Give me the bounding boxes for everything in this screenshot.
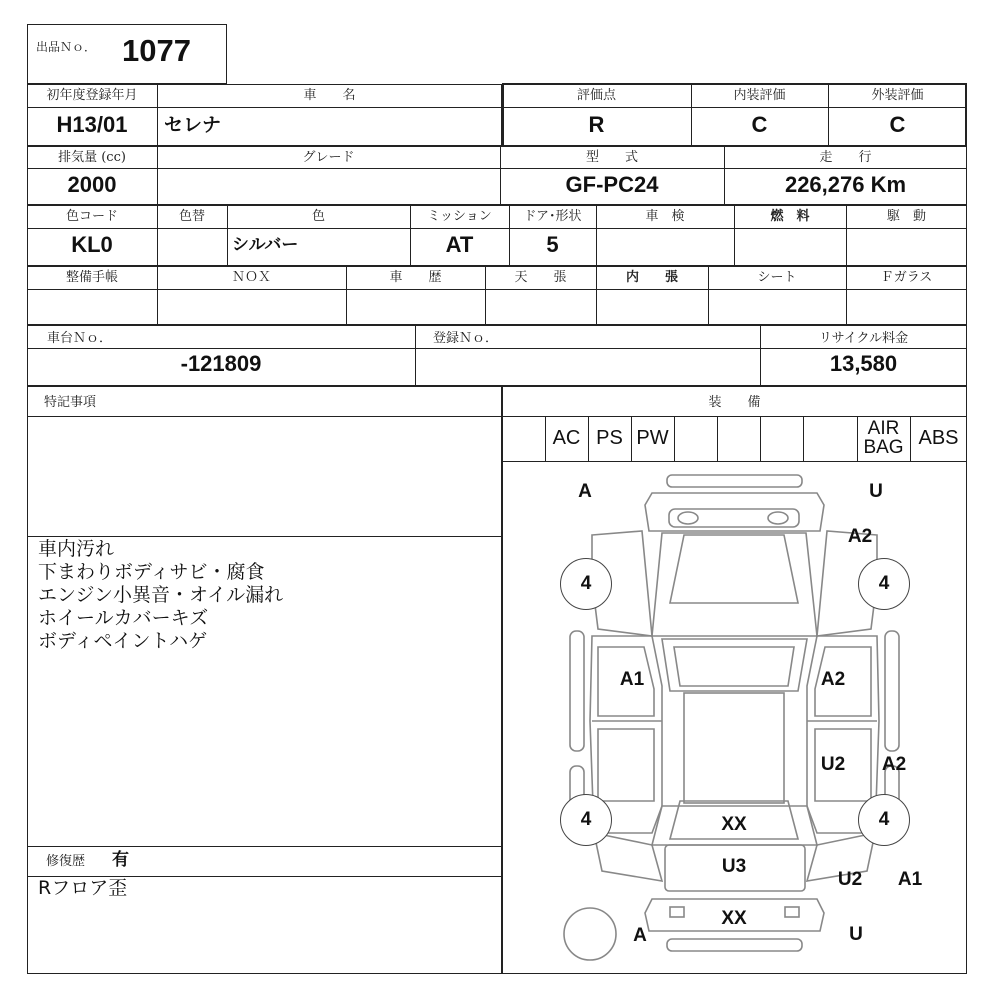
recycle-fee-value: 13,580 — [829, 351, 898, 376]
mark-front-left: A — [578, 481, 592, 502]
mark-roof-rear: XX — [721, 814, 747, 835]
color-code-label: 色コード — [65, 209, 118, 224]
repair-detail: Rフロア歪 — [38, 877, 128, 899]
remark-line: ボディペイントハゲ — [38, 630, 208, 652]
mark-rear-bumper: XX — [721, 908, 747, 929]
remarks-label: 特記事項 — [44, 395, 97, 410]
maintenance-label: 整備手帳 — [65, 270, 118, 285]
mileage-value: 226,276 Km — [784, 172, 907, 197]
score-value: R — [588, 112, 605, 137]
door-label: ドア･形状 — [523, 209, 582, 224]
mark-pillar-left: A1 — [619, 669, 645, 690]
tyre-rear-left: 4 — [560, 794, 612, 846]
mark-rear-left: A — [633, 925, 647, 946]
tyre-front-right: 4 — [858, 558, 910, 610]
recycle-fee-label: リサイクル料金 — [818, 331, 909, 346]
lot-label: 出品Ｎｏ． — [36, 40, 97, 54]
color-label: 色 — [311, 209, 325, 224]
drive-label: 駆 動 — [886, 209, 926, 224]
first-reg-label: 初年度登録年月 — [46, 88, 138, 103]
color-code-value: KL0 — [71, 232, 113, 257]
chassis-label: 車台Ｎｏ． — [47, 331, 113, 346]
seat-label: シート — [757, 270, 797, 285]
tyre-front-left: 4 — [560, 558, 612, 610]
remark-line: 下まわりボディサビ・腐食 — [38, 561, 265, 583]
mark-quarter-right: U2 — [837, 869, 863, 890]
inspection-label: 車 検 — [645, 209, 685, 224]
score-label: 評価点 — [576, 88, 616, 103]
vehicle-history-label: 車 歴 — [389, 270, 442, 285]
fuel-label: 燃 料 — [770, 209, 810, 224]
chassis-value: -121809 — [180, 351, 262, 376]
mission-value: AT — [445, 232, 474, 257]
registration-label: 登録Ｎｏ． — [433, 331, 499, 346]
displacement-label: 排気量 (cc) — [58, 150, 126, 165]
exterior-grade-label: 外装評価 — [871, 88, 924, 103]
displacement-value: 2000 — [67, 172, 117, 197]
mark-rear-glass: U3 — [721, 856, 747, 877]
equip-ps: PS — [596, 427, 623, 449]
interior-grade-value: C — [751, 112, 768, 137]
mark-rear-door-right-a: U2 — [820, 754, 846, 775]
mark-quarter-right-b: A1 — [897, 869, 923, 890]
car-name-value: セレナ — [164, 114, 222, 136]
grade-label: グレード — [302, 150, 355, 165]
mark-fender-right: A2 — [847, 526, 873, 547]
model-label: 型 式 — [585, 150, 638, 165]
interior-trim-label: 内 張 — [625, 270, 678, 285]
equip-abs: ABS — [918, 427, 959, 449]
remark-line: 車内汚れ — [38, 538, 115, 560]
mission-label: ミッション — [427, 209, 492, 224]
remarks-list — [38, 538, 283, 653]
lot-number: 1077 — [122, 33, 191, 68]
exterior-grade-value: C — [889, 112, 906, 137]
equipment-label: 装 備 — [708, 395, 761, 410]
remark-line: ホイールカバーキズ — [38, 607, 209, 629]
nox-label: ＮＯＸ — [231, 270, 271, 285]
headliner-label: 天 張 — [514, 270, 567, 285]
equip-ac: AC — [552, 427, 581, 449]
mark-rear-door-right-b: A2 — [881, 754, 907, 775]
repair-history-label: 修復歴 — [46, 854, 86, 869]
interior-grade-label: 内装評価 — [733, 88, 786, 103]
equip-pw: PW — [636, 427, 669, 449]
equip-airbag: AIR BAG — [863, 418, 904, 458]
door-value: 5 — [546, 232, 559, 257]
mark-rear-right: U — [849, 924, 863, 945]
car-name-label: 車 名 — [303, 88, 356, 103]
tyre-rear-right: 4 — [858, 794, 910, 846]
mileage-label: 走 行 — [819, 150, 872, 165]
mark-front-right: U — [869, 481, 883, 502]
color-change-label: 色替 — [178, 209, 205, 224]
color-value: シルバー — [232, 235, 299, 255]
car-diagram — [502, 461, 967, 973]
first-reg-value: H13/01 — [56, 112, 128, 137]
mark-pillar-right: A2 — [820, 669, 846, 690]
repair-history-value: 有 — [112, 850, 129, 870]
model-value: GF-PC24 — [565, 172, 659, 197]
front-glass-label: Ｆガラス — [880, 270, 933, 285]
remark-line: エンジン小異音・オイル漏れ — [38, 584, 284, 606]
